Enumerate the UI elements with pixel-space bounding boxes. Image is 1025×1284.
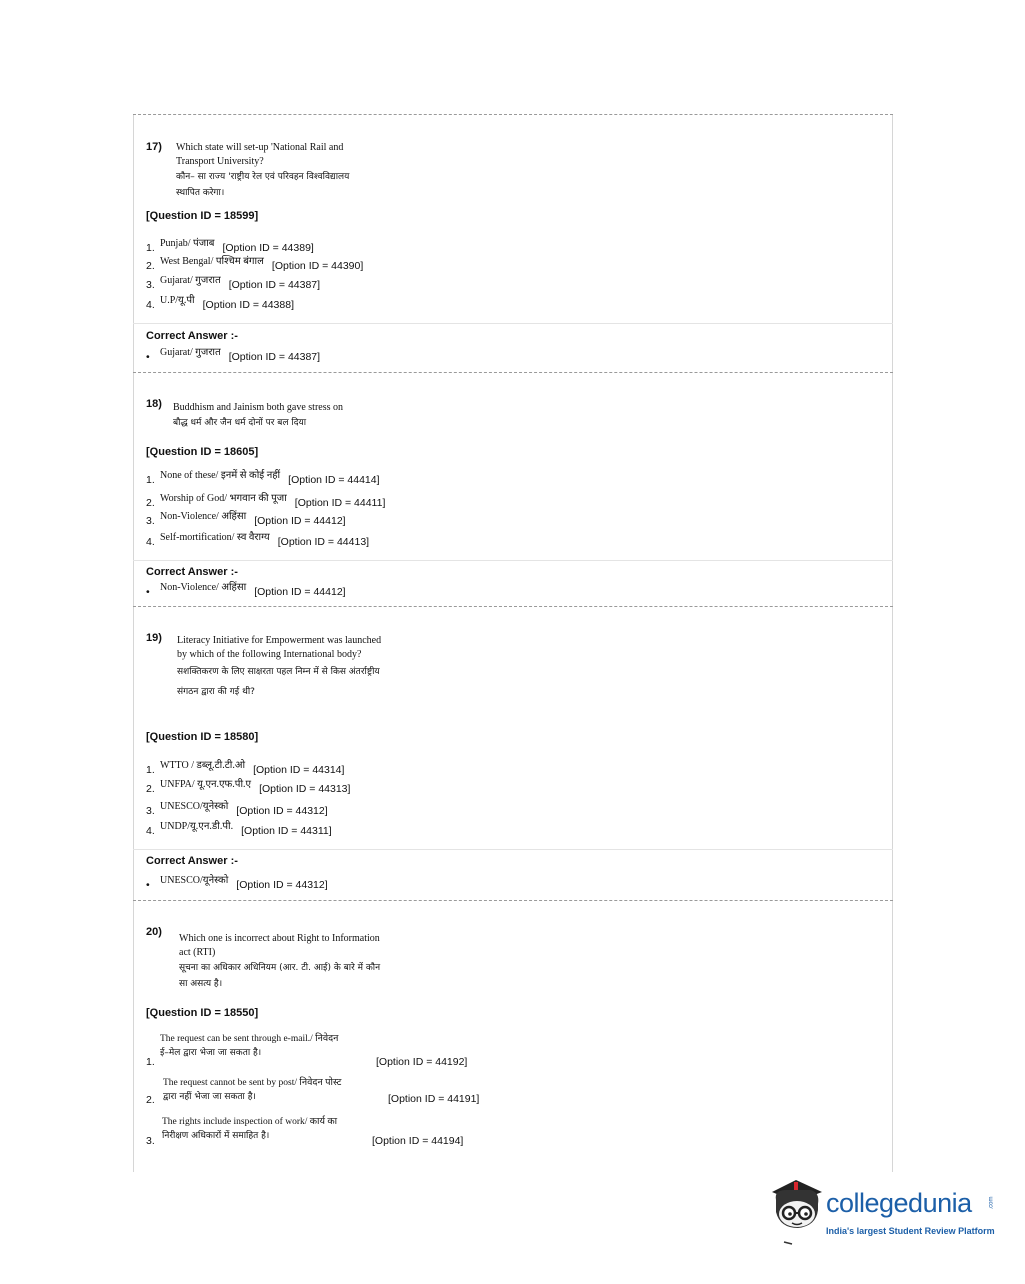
answer-option-id: [Option ID = 44412] <box>254 586 346 598</box>
option-4[interactable]: 4. U.P/यू.पी [Option ID = 44388] <box>146 295 294 311</box>
collegedunia-logo[interactable] <box>766 1176 996 1246</box>
option-id: [Option ID = 44412] <box>254 515 346 527</box>
separator-top <box>133 114 893 115</box>
logo-com: .com <box>988 1196 995 1210</box>
option-2[interactable]: 2. West Bengal/ पश्चिम बंगाल [Option ID = 44390] <box>146 256 364 272</box>
question-number: 19) <box>146 632 162 644</box>
option-3[interactable]: 3. Non-Violence/ अहिंसा [Option ID = 44412] <box>146 511 346 527</box>
option-text: West Bengal/ पश्चिम बंगाल <box>160 256 264 267</box>
option-id: [Option ID = 44313] <box>259 783 351 795</box>
option-3[interactable]: 3. Gujarat/ गुजरात [Option ID = 44387] <box>146 275 321 291</box>
question-text-en: Buddhism and Jainism both gave stress on <box>173 402 343 413</box>
option-2[interactable]: 2. Worship of God/ भगवान की पूजा [Option ID = 44411] <box>146 493 386 509</box>
correct-answer: • UNESCO/यूनेस्को [Option ID = 44312] <box>146 875 328 891</box>
option-2[interactable]: 2. UNFPA/ यू.एन.एफ.पी.ए [Option ID = 44313] <box>146 779 351 795</box>
option-text: UNESCO/यूनेस्को <box>160 801 229 812</box>
question-text <box>176 141 366 201</box>
option-text: The rights include inspection of work/ कार्य का निरीक्षण अधिकारों में समाहित है। <box>162 1117 338 1141</box>
option-id: [Option ID = 44314] <box>253 764 345 776</box>
question-text <box>173 401 373 431</box>
option-id: [Option ID = 44413] <box>277 536 370 548</box>
question-id: [Question ID = 18605] <box>146 446 259 458</box>
option-text: Worship of God/ भगवान की पूजा <box>160 493 287 504</box>
separator-18-answer <box>133 560 893 561</box>
option-1[interactable]: The request can be sent through e-mail./ निवेदन ई–मेल द्वारा भेजा जा सकता है। 1. [Option ID = 44192] <box>146 1034 468 1068</box>
separator-19-20 <box>133 900 893 901</box>
option-id: [Option ID = 44411] <box>294 497 386 509</box>
option-id: [Option ID = 44388] <box>202 299 294 311</box>
option-id: [Option ID = 44194] <box>372 1135 464 1147</box>
answer-text: UNESCO/यूनेस्को <box>160 875 229 886</box>
question-id: [Question ID = 18550] <box>146 1007 259 1019</box>
correct-answer: • Gujarat/ गुजरात [Option ID = 44387] <box>146 347 321 363</box>
option-text: U.P/यू.पी <box>160 295 195 306</box>
option-2[interactable]: The request cannot be sent by post/ निवेदन पोस्ट द्वारा नहीं भेजा जा सकता है। 2. [Option ID = 44191] <box>146 1078 480 1106</box>
mascot-icon <box>766 1176 828 1246</box>
option-4[interactable]: 4. Self-mortification/ स्व वैराग्य [Option ID = 44413] <box>146 532 370 548</box>
question-number: 17) <box>146 141 162 153</box>
answer-text: Gujarat/ गुजरात <box>160 347 221 358</box>
question-text-hi: बौद्ध धर्म और जैन धर्म दोनों पर बल दिया <box>173 418 307 428</box>
logo-wordmark: collegedunia <box>826 1188 972 1218</box>
option-text: The request cannot be sent by post/ निवेदन पोस्ट द्वारा नहीं भेजा जा सकता है। <box>163 1078 342 1102</box>
separator-17-18 <box>133 372 893 373</box>
question-text-hi: सूचना का अधिकार अधिनियम (आर. टी. आई) के बारे में कौन सा असत्य है। <box>179 963 381 989</box>
question-text-en: Which state will set-up 'National Rail and Transport University? <box>176 142 344 167</box>
separator-18-19 <box>133 606 893 607</box>
option-1[interactable]: 1. None of these/ इनमें से कोई नहीं [Option ID = 44414] <box>146 470 380 486</box>
option-text: Gujarat/ गुजरात <box>160 275 221 286</box>
answer-text: Non-Violence/ अहिंसा <box>160 582 247 593</box>
option-text: None of these/ इनमें से कोई नहीं <box>160 470 281 481</box>
option-1[interactable]: 1. WTTO / डब्लू.टी.टी.ओ [Option ID = 44314] <box>146 760 345 776</box>
question-text-en: Literacy Initiative for Empowerment was launched by which of the following International body? <box>177 635 382 660</box>
option-4[interactable]: 4. UNDP/यू.एन.डी.पी. [Option ID = 44311] <box>146 821 332 837</box>
option-text: Non-Violence/ अहिंसा <box>160 511 247 522</box>
question-id: [Question ID = 18599] <box>146 210 259 222</box>
answer-option-id: [Option ID = 44312] <box>236 879 328 891</box>
option-id: [Option ID = 44389] <box>222 242 314 254</box>
logo-tagline: India's largest Student Review Platform <box>826 1226 995 1236</box>
separator-17-answer <box>133 323 893 324</box>
option-id: [Option ID = 44312] <box>236 805 328 817</box>
question-text <box>177 634 392 702</box>
question-text-en: Which one is incorrect about Right to Information act (RTI) <box>179 933 380 958</box>
question-number: 18) <box>146 398 162 410</box>
option-id: [Option ID = 44390] <box>271 260 364 272</box>
correct-answer-label: Correct Answer :- <box>146 566 238 578</box>
correct-answer-label: Correct Answer :- <box>146 855 238 867</box>
option-3[interactable]: The rights include inspection of work/ कार्य का निरीक्षण अधिकारों में समाहित है। 3. [Option ID = 44194] <box>146 1117 464 1147</box>
option-text: Punjab/ पंजाब <box>160 238 215 249</box>
option-id: [Option ID = 44192] <box>376 1056 468 1068</box>
question-id: [Question ID = 18580] <box>146 731 259 743</box>
option-3[interactable]: 3. UNESCO/यूनेस्को [Option ID = 44312] <box>146 801 328 817</box>
correct-answer: • Non-Violence/ अहिंसा [Option ID = 44412] <box>146 582 346 598</box>
option-id: [Option ID = 44311] <box>241 825 332 837</box>
option-text: UNDP/यू.एन.डी.पी. <box>160 821 234 832</box>
option-text: The request can be sent through e-mail./ निवेदन ई–मेल द्वारा भेजा जा सकता है। <box>160 1034 339 1058</box>
question-text-hi: सशक्तिकरण के लिए साक्षरता पहल निम्न में से किस अंतर्राष्ट्रीय संगठन द्वारा की गई थी? <box>177 667 380 697</box>
option-text: Self-mortification/ स्व वैराग्य <box>160 532 270 543</box>
question-number: 20) <box>146 926 162 938</box>
separator-19-answer <box>133 849 893 850</box>
option-text: UNFPA/ यू.एन.एफ.पी.ए <box>160 779 252 790</box>
question-text <box>179 932 384 992</box>
option-id: [Option ID = 44191] <box>388 1093 480 1105</box>
option-1[interactable]: 1. Punjab/ पंजाब [Option ID = 44389] <box>146 238 314 254</box>
answer-option-id: [Option ID = 44387] <box>228 351 321 363</box>
question-text-hi: कौन– सा राज्य 'राष्ट्रीय रेल एवं परिवहन विश्वविद्यालय स्थापित करेगा। <box>176 172 350 198</box>
option-id: [Option ID = 44387] <box>228 279 321 291</box>
correct-answer-label: Correct Answer :- <box>146 330 238 342</box>
option-id: [Option ID = 44414] <box>288 474 380 486</box>
option-text: WTTO / डब्लू.टी.टी.ओ <box>160 760 246 771</box>
